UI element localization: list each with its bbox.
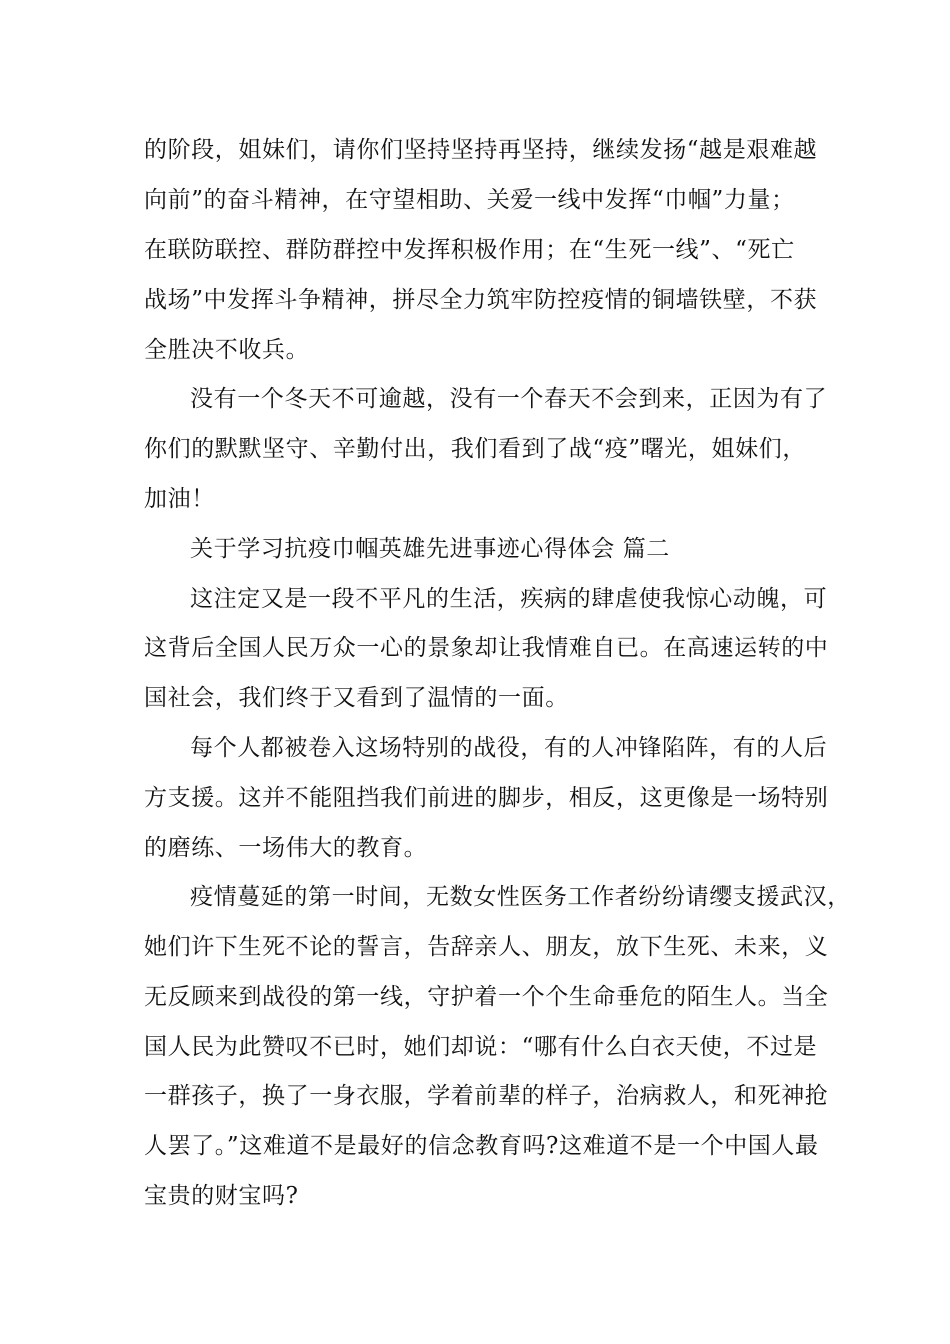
text-line: 这背后全国人民万众一心的景象却让我情难自已。在高速运转的中 [144,635,829,661]
text-line: 你们的默默坚守、辛勤付出，我们看到了战“疫”曙光，姐妹们， [144,436,806,462]
text-line: 她们许下生死不论的誓言，告辞亲人、朋友，放下生死、未来，义 [144,934,829,960]
text-line: 国社会，我们终于又看到了温情的一面。 [144,685,569,711]
text-line: 的阶段，姐妹们，请你们坚持坚持再坚持，继续发扬“越是艰难越 [144,137,818,163]
text-line: 一群孩子，换了一身衣服，学着前辈的样子，治病救人，和死神抢 [144,1083,829,1109]
text-line: 国人民为此赞叹不已时，她们却说：“哪有什么白衣天使，不过是 [144,1034,818,1060]
text-line: 疫情蔓延的第一时间，无数女性医务工作者纷纷请缨支援武汉， [190,884,851,910]
text-line: 无反顾来到战役的第一线，守护着一个个生命垂危的陌生人。当全 [144,984,829,1010]
text-line: 这注定又是一段不平凡的生活，疾病的肆虐使我惊心动魄，可 [190,586,828,612]
text-line: 的磨练、一场伟大的教育。 [144,835,428,861]
text-line: 在联防联控、群防群控中发挥积极作用；在“生死一线”、“死亡 [144,237,795,263]
text-line: 方支援。这并不能阻挡我们前进的脚步，相反，这更像是一场特别 [144,785,829,811]
text-line: 加油！ [144,486,215,512]
text-line: 战场”中发挥斗争精神，拼尽全力筑牢防控疫情的铜墙铁壁，不获 [144,287,818,313]
text-line: 每个人都被卷入这场特别的战役，有的人冲锋陷阵，有的人后 [190,735,828,761]
text-line: 全胜决不收兵。 [144,337,310,363]
text-line: 向前”的奋斗精神，在守望相助、关爱一线中发挥“巾帼”力量； [144,187,795,213]
section-heading: 关于学习抗疫巾帼英雄先进事迹心得体会 篇二 [190,536,670,562]
text-line: 人罢了。”这难道不是最好的信念教育吗?这难道不是一个中国人最 [144,1133,819,1159]
text-line: 没有一个冬天不可逾越，没有一个春天不会到来，正因为有了 [190,386,828,412]
text-line: 宝贵的财宝吗? [144,1183,299,1209]
